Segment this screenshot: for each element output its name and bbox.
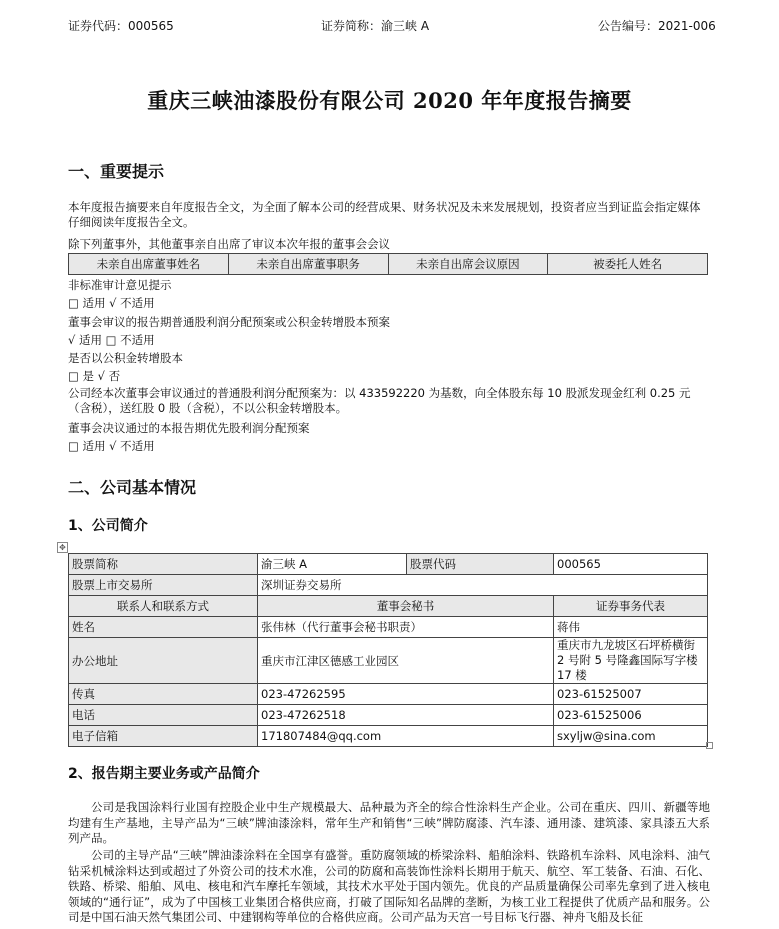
table-move-handle-icon[interactable]: ✥ xyxy=(57,542,68,553)
notice-number: 公告编号：2021-006 xyxy=(598,19,716,33)
secretary-address: 重庆市江津区德感工业园区 xyxy=(258,638,554,684)
capital-reserve-label: 是否以公积金转增股本 xyxy=(68,351,183,365)
stock-abbr-label: 股票简称 xyxy=(69,554,258,575)
representative-name: 蒋伟 xyxy=(554,617,708,638)
profit-plan-choice: √ 适用 □ 不适用 xyxy=(68,333,155,347)
secretary-header: 董事会秘书 xyxy=(258,596,554,617)
profit-plan-label: 董事会审议的报告期普通股利润分配预案或公积金转增股本预案 xyxy=(68,315,390,329)
proxy-name-header: 被委托人姓名 xyxy=(548,254,708,275)
representative-header: 证券事务代表 xyxy=(554,596,708,617)
security-abbreviation: 证券简称：渝三峡 A xyxy=(321,19,430,33)
secretary-name: 张伟林（代行董事会秘书职责） xyxy=(258,617,554,638)
section-heading-important-notes: 一、重要提示 xyxy=(68,162,165,181)
phone-row-label: 电话 xyxy=(69,705,258,726)
intro-paragraph: 本年度报告摘要来自年度报告全文，为全面了解本公司的经营成果、财务状况及未来发展规划，投资者应当到证监会指定媒体仔细阅读年度报告全文。 xyxy=(68,200,701,229)
absent-directors-table xyxy=(68,253,708,275)
stock-code-label: 股票代码 xyxy=(407,554,554,575)
stock-abbr-value: 渝三峡 A xyxy=(258,554,407,575)
company-profile-table xyxy=(68,553,708,747)
exchange-label: 股票上市交易所 xyxy=(69,575,258,596)
document-title: 重庆三峡油漆股份有限公司 2020 年年度报告摘要 xyxy=(147,88,632,113)
representative-email: sxyljw@sina.com xyxy=(554,726,708,747)
absent-director-position-header: 未亲自出席董事职务 xyxy=(228,254,388,275)
table-resize-handle[interactable] xyxy=(706,742,713,749)
representative-phone: 023-61525006 xyxy=(554,705,708,726)
subheading-business-overview: 2、报告期主要业务或产品简介 xyxy=(68,766,260,782)
representative-fax: 023-61525007 xyxy=(554,684,708,705)
secretary-phone: 023-47262518 xyxy=(258,705,554,726)
contact-header: 联系人和联系方式 xyxy=(69,596,258,617)
directors-attendance-line: 除下列董事外，其他董事亲自出席了审议本次年报的董事会会议 xyxy=(68,237,390,251)
audit-opinion-label: 非标准审计意见提示 xyxy=(68,278,172,292)
name-row-label: 姓名 xyxy=(69,617,258,638)
audit-opinion-choice: □ 适用 √ 不适用 xyxy=(68,296,155,310)
address-row-label: 办公地址 xyxy=(69,638,258,684)
preferred-dividend-label: 董事会决议通过的本报告期优先股利润分配预案 xyxy=(68,421,310,435)
absent-director-name-header: 未亲自出席董事姓名 xyxy=(69,254,229,275)
fax-row-label: 传真 xyxy=(69,684,258,705)
exchange-value: 深圳证券交易所 xyxy=(258,575,708,596)
stock-code-value: 000565 xyxy=(554,554,708,575)
email-row-label: 电子信箱 xyxy=(69,726,258,747)
security-code: 证券代码：000565 xyxy=(68,19,174,33)
section-heading-company-info: 二、公司基本情况 xyxy=(68,478,197,497)
secretary-email: 171807484@qq.com xyxy=(258,726,554,747)
business-paragraph-1: 公司是我国涂料行业国有控股企业中生产规模最大、品种最为齐全的综合性涂料生产企业。公司在重庆、四川、新疆等地均建有生产基地，主导产品为“三峡”牌油漆涂料，常年生产和销售“三峡”牌防腐漆、汽车漆、通用漆、建筑漆、家具漆五大系列产品。 xyxy=(68,800,710,845)
secretary-fax: 023-47262595 xyxy=(258,684,554,705)
absent-reason-header: 未亲自出席会议原因 xyxy=(388,254,548,275)
representative-address: 重庆市九龙坡区石坪桥横街 2 号附 5 号隆鑫国际写字楼 17 楼 xyxy=(554,638,708,684)
business-paragraph-2: 公司的主导产品“三峡”牌油漆涂料在全国享有盛誉。重防腐领域的桥梁涂料、船舶涂料、铁路机车涂料、风电涂料、油气钻采机械涂料达到或超过了外资公司的技术水准，公司的防腐和高装饰性涂料长期用于航天、航空、军工装备、石油、石化、铁路、桥梁、船舶、风电、核电和汽车摩托车领域，其技术水平处于国内领先。优良的产品质量确保公司率先拿到了进入核电领域的“通行证”，成为了中国核工业集团合格供应商，打破了国际知名品牌的垄断，为核工业工程提供了优质产品和服务。公司是中国石油天然气集团公司、中建钢构等单位的合格供应商。公司产品为天宫一号目标飞行器、神舟飞船及长征 xyxy=(68,848,710,924)
dividend-plan-text: 公司经本次董事会审议通过的普通股利润分配预案为：以 433592220 为基数，向全体股东每 10 股派发现金红利 0.25 元（含税），送红股 0 股（含税），不以公积金转增股本。 xyxy=(68,386,691,415)
preferred-dividend-choice: □ 适用 √ 不适用 xyxy=(68,439,155,453)
subheading-company-profile: 1、公司简介 xyxy=(68,518,148,534)
capital-reserve-choice: □ 是 √ 否 xyxy=(68,369,121,383)
